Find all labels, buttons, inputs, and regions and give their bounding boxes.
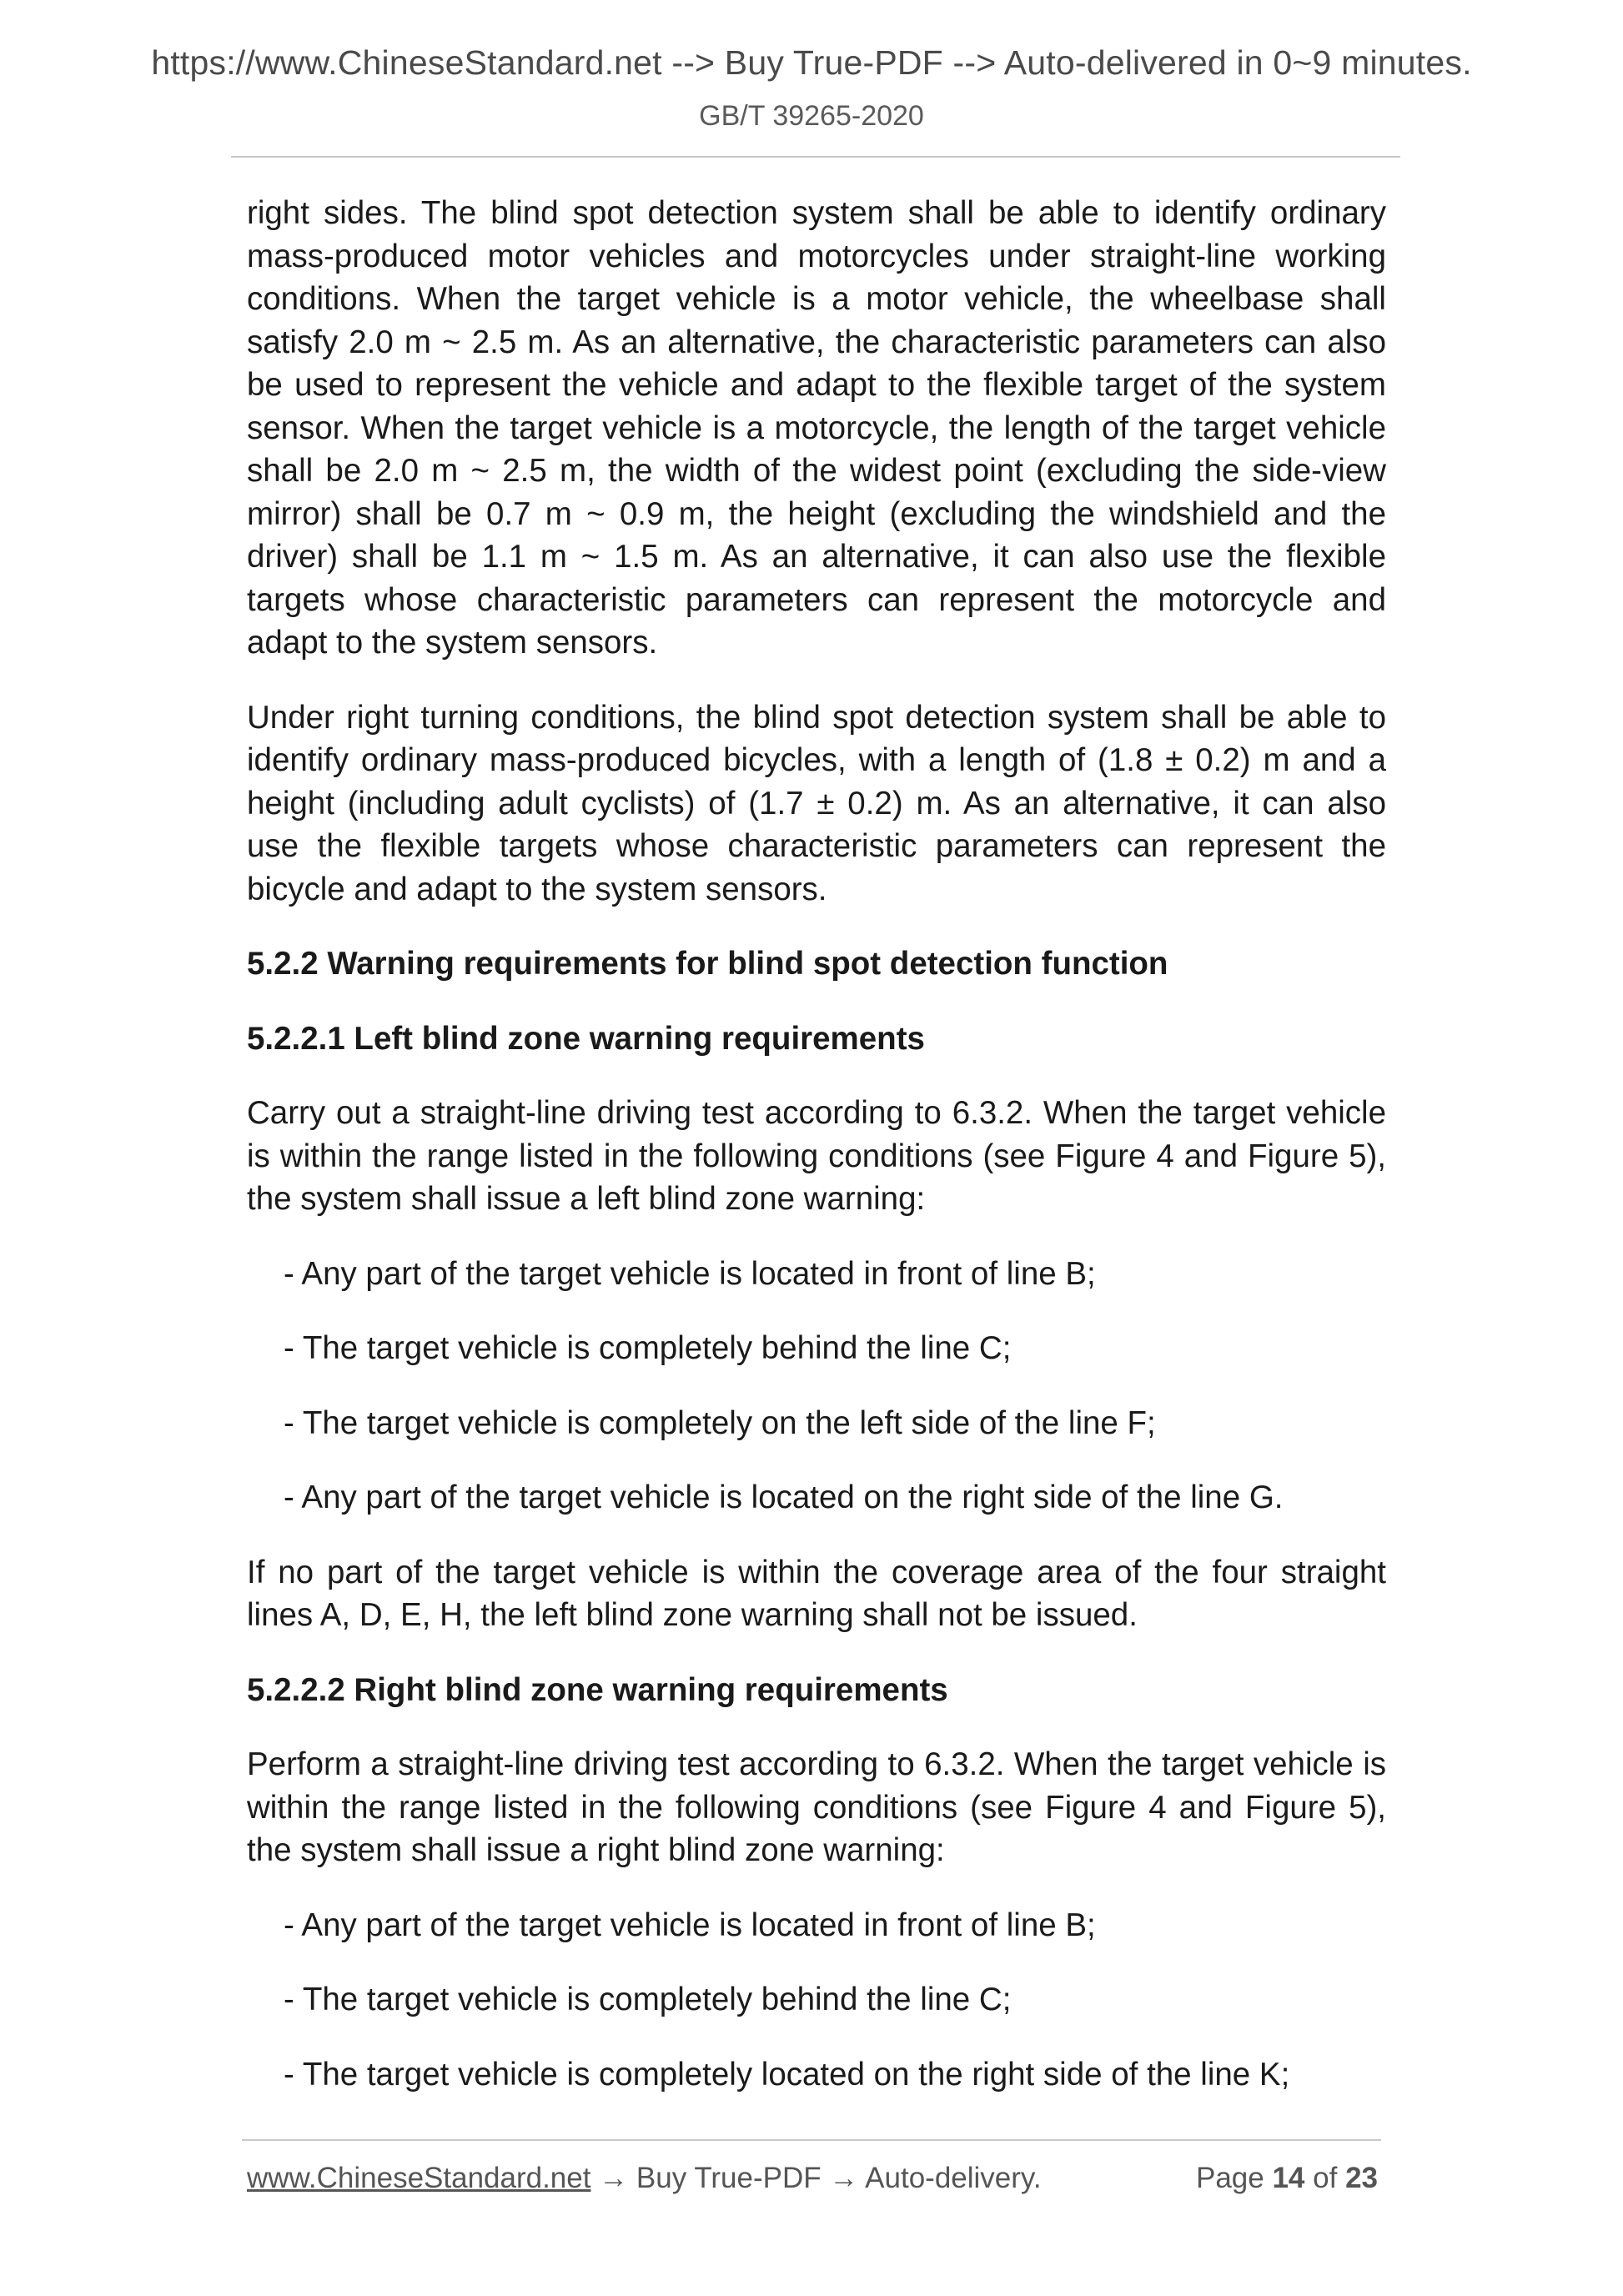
paragraph-left-warning-intro: Carry out a straight-line driving test according to 6.3.2. When the target vehicle is within the range listed in the following conditions (see Figure 4 and Figure 5), the system shall issue a left blind zone warning:	[247, 1095, 1386, 1217]
page-total: 23	[1345, 2162, 1378, 2194]
heading-5-2-2-1: 5.2.2.1 Left blind zone warning requirements	[247, 1020, 925, 1057]
paragraph-left-no-warning: If no part of the target vehicle is within the coverage area of the four straight lines A, D, E, H, the left blind zone warning shall not be issued.	[247, 1554, 1386, 1633]
left-condition-item: - The target vehicle is completely on the left side of the line F;	[284, 1404, 1156, 1441]
footer-site-link[interactable]: www.ChineseStandard.net	[247, 2162, 591, 2194]
of-label: of	[1313, 2162, 1338, 2194]
page-current: 14	[1272, 2162, 1305, 2194]
page-label: Page	[1195, 2162, 1264, 2194]
page-footer	[247, 2162, 1378, 2195]
paragraph-vehicle-identification: right sides. The blind spot detection system shall be able to identify ordinary mass-produced motor vehicles and motorcycles under straight-line working conditions. When the target vehicle is a motor vehicle, the wheelbase shall satisfy 2.0 m ~ 2.5 m. As an alternative, the characteristic parameters can also be used to represent the vehicle and adapt to the flexible target of the system sensor. When the target vehicle is a motorcycle, the length of the target vehicle shall be 2.0 m ~ 2.5 m, the width of the widest point (excluding the side-view mirror) shall be 0.7 m ~ 0.9 m, the height (excluding the windshield and the driver) shall be 1.1 m ~ 1.5 m. As an alternative, it can also use the flexible targets whose characteristic parameters can represent the motorcycle and adapt to the system sensors.	[247, 195, 1386, 661]
footer-tagline: → Buy True-PDF → Auto-delivery.	[590, 2162, 1042, 2194]
standard-id: GB/T 39265-2020	[699, 100, 924, 132]
paragraph-right-warning-intro: Perform a straight-line driving test according to 6.3.2. When the target vehicle is within the range listed in the following conditions (see Figure 4 and Figure 5), the system shall issue a right blind zone warning:	[247, 1746, 1386, 1868]
left-condition-item: - Any part of the target vehicle is located on the right side of the line G.	[284, 1480, 1284, 1515]
right-condition-item: - The target vehicle is completely behind the line C;	[284, 1982, 1012, 2017]
right-condition-item: - The target vehicle is completely located on the right side of the line K;	[284, 2056, 1290, 2093]
page-indicator	[1196, 2162, 1378, 2195]
header-banner: https://www.ChineseStandard.net --> Buy True-PDF --> Auto-delivered in 0~9 minutes.	[151, 43, 1472, 82]
page-body	[247, 192, 1386, 2128]
heading-5-2-2: 5.2.2 Warning requirements for blind spot detection function	[247, 946, 1168, 982]
footer-left	[247, 2162, 1042, 2195]
header-divider	[231, 156, 1400, 158]
right-condition-item: - Any part of the target vehicle is located in front of line B;	[284, 1907, 1096, 1943]
heading-5-2-2-2: 5.2.2.2 Right blind zone warning requirements	[247, 1671, 948, 1708]
footer-divider	[242, 2139, 1381, 2141]
paragraph-bicycle-identification: Under right turning conditions, the blind spot detection system shall be able to identify ordinary mass-produced bicycles, with a length of (1.8 ± 0.2) m and a height (including adult cyclists) of (1.7 ± 0.2) m. As an alternative, it can also use the flexible targets whose characteristic parameters can represent the bicycle and adapt to the system sensors.	[247, 699, 1386, 907]
left-condition-item: - Any part of the target vehicle is located in front of line B;	[284, 1255, 1096, 1292]
left-condition-item: - The target vehicle is completely behind the line C;	[284, 1330, 1012, 1366]
